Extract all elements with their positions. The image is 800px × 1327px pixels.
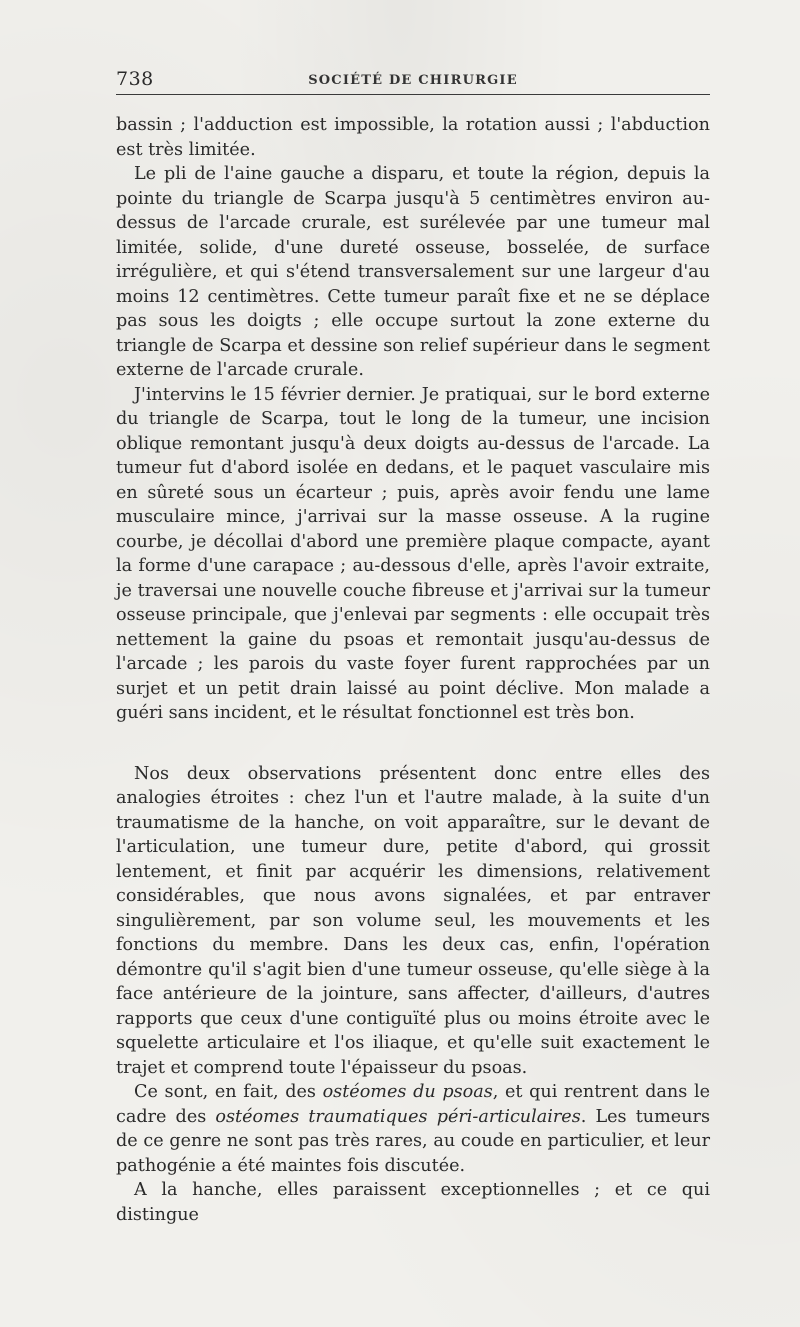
paragraph-hip-exception: A la hanche, elles paraissent exceptionnelles ; et ce qui distingue <box>116 1180 710 1225</box>
book-page <box>116 60 710 1227</box>
osteomes-text-middle: , et qui rentrent dans le cadre des <box>116 1082 710 1127</box>
paragraph-operation: J'intervins le 15 février dernier. Je pratiquai, sur le bord externe du triangle de Scarpa, tout le long de la tumeur, une incision oblique remontant jusqu'à deux doigts au-dessus de l'arcade. La tumeur fut d'abord isolée en dedans, et le paquet vasculaire mis en sûreté sous un écarteur ; puis, après avoir fendu une lame musculaire mince, j'arrivai sur la masse osseuse. A la rugine courbe, je décollai d'abord une première plaque compacte, ayant la forme d'une carapace ; au-dessous d'elle, après l'avoir extraite, je traversai une nouvelle couche fibreuse et j'arrivai sur la tumeur osseuse principale, que j'enlevai par segments : elle occupait très nettement la gaine du psoas et remontait jusqu'au-dessus de l'arcade ; les parois du vaste foyer furent rapprochées par un surjet et un petit drain laissé au point déclive. Mon malade a guéri sans incident, et le résultat fonctionnel est très bon. <box>116 384 710 723</box>
body-text <box>116 113 710 1227</box>
paragraph-continuation: bassin ; l'adduction est impossible, la rotation aussi ; l'abduction est très limitée. <box>116 115 710 160</box>
osteomes-text-before: Ce sont, en fait, des <box>134 1082 323 1102</box>
osteomes-traumatic-term: ostéomes traumatiques péri-articulaires <box>215 1106 581 1127</box>
page-number: 738 <box>116 68 154 90</box>
running-title: SOCIÉTÉ DE CHIRURGIE <box>308 73 518 88</box>
paragraph-osteomes <box>116 1080 710 1178</box>
paragraph-observations: Nos deux observations présentent donc entre elles des analogies étroites : chez l'un et l'autre malade, à la suite d'un traumatisme de la hanche, on voit apparaître, sur le devant de l'articulation, une tumeur dure, petite d'abord, qui grossit lentement, et finit par acquérir les dimensions, relativement considérables, que nous avons signalées, et par entraver singulièrement, par son volume seul, les mouvements et les fonctions du membre. Dans les deux cas, enfin, l'opération démontre qu'il s'agit bien d'une tumeur osseuse, qu'elle siège à la face antérieure de la jointure, sans affecter, d'ailleurs, d'autres rapports que ceux d'une contiguïté plus ou moins étroite avec le squelette articulaire et l'os iliaque, et qu'elle suit exactement le trajet et comprend toute l'épaisseur du psoas. <box>116 763 710 1078</box>
running-head <box>116 60 710 95</box>
osteomes-psoas-term: ostéomes du psoas <box>322 1082 493 1102</box>
paragraph-tumor-description: Le pli de l'aine gauche a disparu, et toute la région, depuis la pointe du triangle de Scarpa jusqu'à 5 centimètres environ au-dessus de l'arcade crurale, est surélevée par une tumeur mal limitée, solide, d'une dureté osseuse, bosselée, de surface irrégulière, et qui s'étend transversalement sur une largeur d'au moins 12 centimètres. Cette tumeur paraît fixe et ne se déplace pas sous les doigts ; elle occupe surtout la zone externe du triangle de Scarpa et dessine son relief supérieur dans le segment externe de l'arcade crurale. <box>116 164 710 380</box>
osteomes-text-after: . Les tumeurs de ce genre ne sont pas très rares, au coude en particulier, et leur pathogénie a été maintes fois discutée. <box>116 1106 710 1176</box>
